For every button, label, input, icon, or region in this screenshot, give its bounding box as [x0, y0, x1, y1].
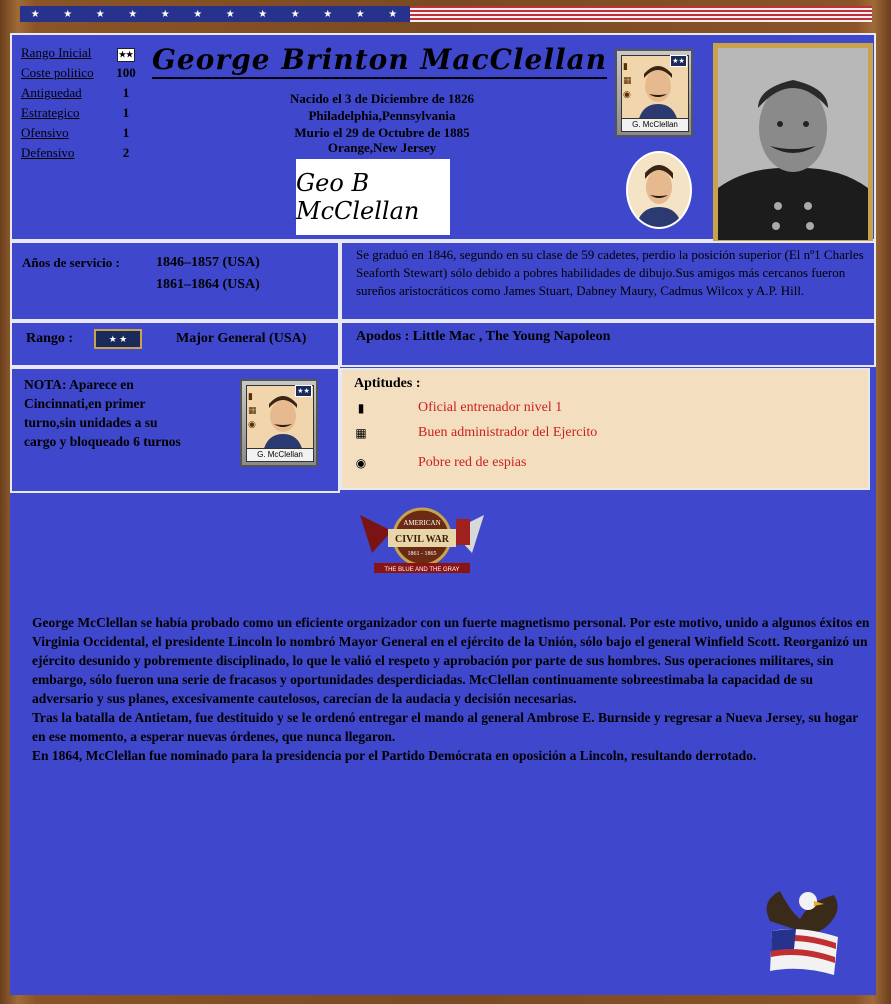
spy-network-icon: ◉ [355, 456, 367, 470]
stat-label: Estrategico [21, 105, 80, 120]
flag-canton: ★ ★ ★ ★ ★ ★ ★ ★ ★ ★ ★ ★ [20, 6, 410, 22]
service-period-2: 1861–1864 (USA) [156, 277, 260, 292]
counter-stars: ★★ [670, 55, 687, 67]
photo-portrait-frame [713, 43, 873, 245]
stat-row-defensive [21, 145, 130, 165]
stat-label: Ofensivo [21, 125, 69, 140]
death-place: Orange,New Jersey [327, 140, 437, 155]
rank-stars-icon: ★ ★ [94, 329, 142, 349]
round-portrait [626, 151, 692, 229]
service-period-1: 1846–1857 (USA) [156, 255, 260, 270]
rank-label: Rango : [26, 331, 74, 346]
stats-table [21, 45, 136, 165]
counter-caption: G. McClellan [621, 118, 689, 132]
stat-label: Defensivo [21, 145, 75, 160]
rank-stars-icon: ★★ [117, 48, 135, 62]
counter-ability-icons: ▮ ▦ ◉ [248, 391, 257, 429]
logo-years-text: 1861 - 1865 [407, 551, 437, 557]
flag-banner [20, 6, 872, 22]
abilities-title: Aptitudes : [354, 376, 421, 391]
abilities-panel [340, 368, 870, 490]
nicknames-panel [340, 321, 876, 367]
stat-value [113, 45, 139, 62]
ability-administrator: Buen administrador del Ejercito [418, 425, 598, 440]
stat-row-offensive [21, 125, 130, 145]
stat-label: Coste politico [21, 65, 94, 80]
death-date: Murio el 29 de Octubre de 1885 [294, 125, 470, 140]
biography-paragraph: En 1864, McClellan fue nominado para la presidencia por el Partido Demócrata en oposición a Lincoln, resultando derrotado. [32, 748, 757, 763]
unit-counter-card [240, 379, 318, 467]
signature-image: Geo B McClellan [296, 159, 450, 235]
service-panel [10, 241, 340, 321]
stat-row-initial-rank [21, 45, 134, 65]
note-text: NOTA: Aparece en Cincinnati,en primer turno,sin unidades a su cargo y bloqueado 6 turnos [24, 377, 181, 449]
history-text: Se graduó en 1846, segundo en su clase de 59 cadetes, perdio la posición superior (El nº1 Charles Seaforth Stewart) sólo debido a pobres habilidades de dibujo.Sus amigos más cercanos fueron sureños aristocráticos como James Stuart, Dabney Maury, Cadmus Wilcox y A.P. Hill. [356, 247, 864, 298]
general-photo-icon [718, 48, 868, 240]
administrator-icon: ▦ [355, 426, 367, 440]
note-panel [10, 367, 340, 493]
counter-ability-icons: ▮ ▦ ◉ [623, 61, 632, 99]
rank-panel [10, 321, 340, 367]
civil-war-logo [352, 503, 492, 575]
stat-row-seniority [21, 85, 130, 105]
birth-place: Philadelphia,Pennsylvania [308, 108, 456, 123]
logo-top-text: AMERICAN [403, 519, 441, 527]
history-panel [340, 241, 876, 321]
counter-caption: G. McClellan [246, 448, 314, 462]
stat-value: 1 [122, 85, 130, 100]
bio-info [212, 90, 552, 155]
stat-label: Rango Inicial [21, 45, 92, 60]
stat-row-political-cost [21, 65, 136, 85]
counter-stars: ★★ [295, 385, 312, 397]
eagle-flag-icon [750, 871, 850, 981]
stat-row-strategic [21, 105, 130, 125]
trainer-icon: ▮ [357, 401, 365, 415]
stat-label: Antiguedad [21, 85, 82, 100]
logo-title-text: CIVIL WAR [395, 534, 449, 545]
rank-value: Major General (USA) [176, 331, 307, 346]
biography-paragraph: Tras la batalla de Antietam, fue destituido y se le ordenó entregar el mando al general Ambrose E. Burnside y regresar a Nueva Jersey, su hogar en ese momento, a esperar nuevas órdenes, que nunca llegaron. [32, 710, 858, 744]
service-label: Años de servicio : [22, 255, 120, 270]
general-sheet [10, 33, 876, 995]
general-name: George Brinton MacClellan [152, 43, 607, 79]
nicknames-text: Apodos : Little Mac , The Young Napoleon [356, 329, 611, 344]
unit-counter-card [615, 49, 693, 137]
biography-text [32, 613, 872, 765]
general-face-icon [628, 153, 690, 227]
header-panel [10, 33, 876, 241]
stat-value: 2 [122, 145, 130, 160]
stat-value: 1 [122, 125, 130, 140]
general-photo [718, 48, 868, 240]
birth-date: Nacido el 3 de Diciembre de 1826 [290, 91, 474, 106]
stat-value: 1 [122, 105, 130, 120]
logo-banner-text: THE BLUE AND THE GRAY [384, 567, 460, 573]
ability-spy-network: Pobre red de espias [418, 455, 527, 470]
ability-trainer: Oficial entrenador nivel 1 [418, 400, 563, 415]
biography-paragraph: George McClellan se había probado como un eficiente organizador con un fuerte magnetismo personal. Por este motivo, unido a algunos éxitos en Virginia Occidental, el presidente Lincoln lo nombró Mayor General en el ejército de la Unión, sólo bajo el general Winfield Scott. Reorganizó un ejército desunido y pobremente disciplinado, lo que le valió el respeto y aprobación por parte de sus hombres. Sus operaciones militares, sin embargo, sólo fueron una serie de fracasos y oportunidades desperdiciadas. McClellan continuamente sobreestimaba la capacidad de su adversario y sus planes, excesivamente cautelosos, carecían de la audacia y decisión necesarias. [32, 615, 870, 706]
stat-value: 100 [116, 65, 136, 80]
